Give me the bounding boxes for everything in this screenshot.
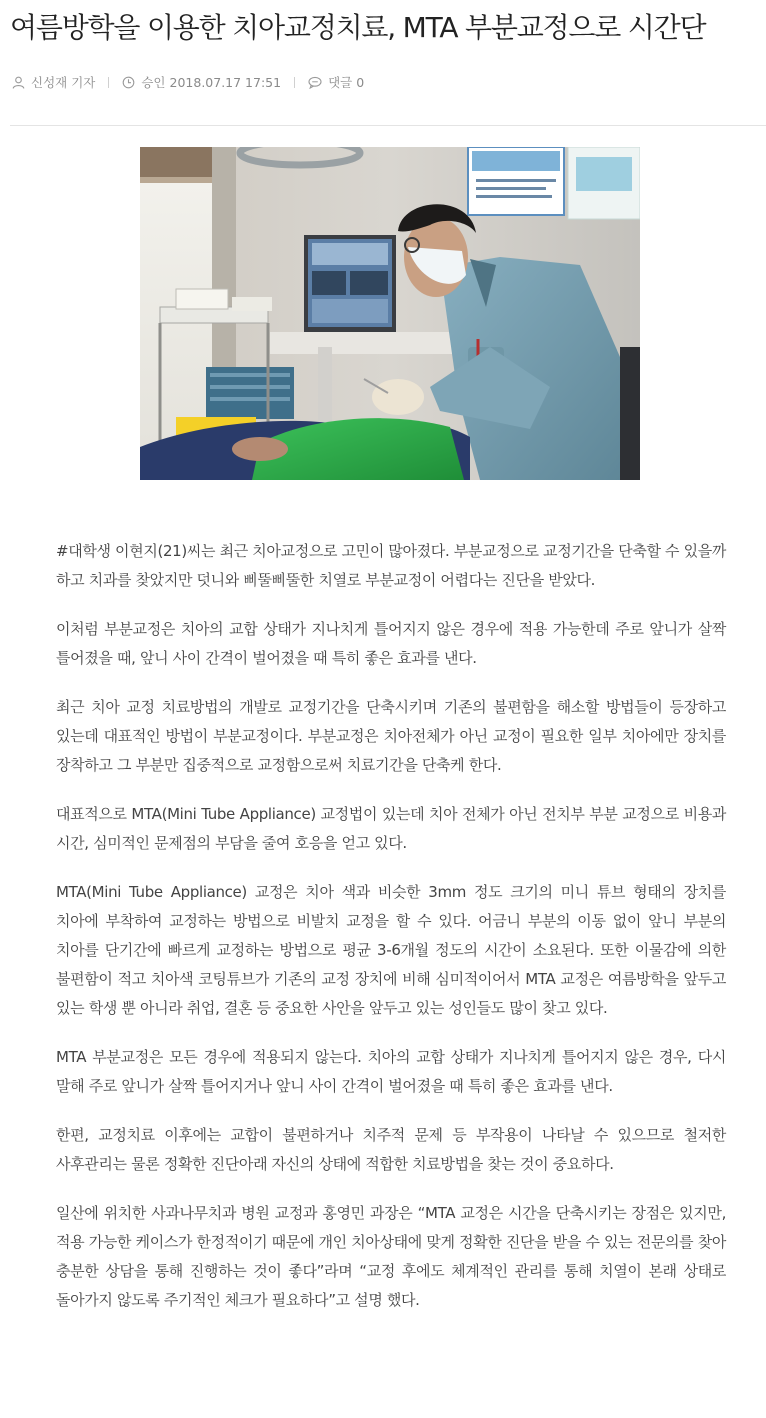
comments-label: 댓글 bbox=[328, 75, 353, 90]
article-paragraph: MTA(Mini Tube Appliance) 교정은 치아 색과 비슷한 3mm 정도 크기의 미니 튜브 형태의 장치를 치아에 부착하여 교정하는 방법으로 비발치 교정을 할 수 있다. 어금니 부분의 이동 없이 앞니 부분의 치아를 단기간에 빠르게 교정하는 방법으로 평균 3-6개월 정도의 시간이 소요된다. 또한 이물감에 의한 불편함이 적고 치아색 코팅튜브가 기존의 교정 장치에 비해 심미적이어서 MTA 교정은 여름방학을 앞두고 있는 학생 뿐 아니라 취업, 결혼 등 중요한 사안을 앞두고 있는 성인들도 많이 찾고 있다. bbox=[56, 883, 726, 1017]
author-info[interactable] bbox=[12, 73, 95, 91]
article-body bbox=[56, 537, 726, 1335]
approved-datetime: 2018.07.17 17:51 bbox=[169, 74, 282, 90]
article-paragraph: 최근 치아 교정 치료방법의 개발로 교정기간을 단축시키며 기존의 불편함을 해소할 방법들이 등장하고 있는데 대표적인 방법이 부분교정이다. 부분교정은 치아전체가 아닌 교정이 필요한 일부 치아에만 장치를 장착하고 그 부분만 집중적으로 교정함으로써 치료기간을 단축케 한다. bbox=[56, 698, 726, 774]
approved-label: 승인 bbox=[141, 75, 166, 90]
clock-icon bbox=[122, 76, 135, 89]
article-paragraph: 일산에 위치한 사과나무치과 병원 교정과 홍영민 과장은 “MTA 교정은 시간을 단축시키는 장점은 있지만, 적용 가능한 케이스가 한정적이기 때문에 개인 치아상태에 맞게 정확한 진단을 받을 수 있는 전문의를 찾아 충분한 상담을 통해 진행하는 것이 좋다”라며 “교정 후에도 체계적인 관리를 통해 치열이 본래 상태로 돌아가지 않도록 주기적인 체크가 필요하다”고 설명 했다. bbox=[56, 1204, 726, 1309]
meta-separator bbox=[108, 77, 109, 88]
article-paragraph: MTA 부분교정은 모든 경우에 적용되지 않는다. 치아의 교합 상태가 지나치게 틀어지지 않은 경우, 다시 말해 주로 앞니가 살짝 틀어지거나 앞니 사이 간격이 벌어졌을 때 특히 좋은 효과를 낸다. bbox=[56, 1048, 726, 1095]
comments-count: 0 bbox=[356, 74, 365, 90]
author-name: 신성재 기자 bbox=[31, 75, 96, 90]
comments-link[interactable] bbox=[308, 73, 364, 91]
header-divider bbox=[10, 125, 766, 126]
article-paragraph: 한편, 교정치료 이후에는 교합이 불편하거나 치주적 문제 등 부작용이 나타날 수 있으므로 철저한 사후관리는 물론 정확한 진단아래 자신의 상태에 적합한 치료방법을 찾는 것이 중요하다. bbox=[56, 1126, 726, 1173]
article-meta bbox=[12, 72, 364, 92]
article-paragraph: #대학생 이현지(21)씨는 최근 치아교정으로 고민이 많아졌다. 부분교정으로 교정기간을 단축할 수 있을까 하고 치과를 찾았지만 덧니와 삐뚤삐뚤한 치열로 부분교정이 어렵다는 진단을 받았다. bbox=[56, 542, 726, 589]
article-paragraph: 이처럼 부분교정은 치아의 교합 상태가 지나치게 틀어지지 않은 경우에 적용 가능한데 주로 앞니가 살짝 틀어졌을 때, 앞니 사이 간격이 벌어졌을 때 특히 좋은 효과를 낸다. bbox=[56, 620, 726, 667]
speech-bubble-icon bbox=[308, 76, 322, 89]
meta-separator bbox=[294, 77, 295, 88]
article-headline: 여름방학을 이용한 치아교정치료, MTA 부분교정으로 시간단 bbox=[10, 11, 706, 44]
article-paragraph: 대표적으로 MTA(Mini Tube Appliance) 교정법이 있는데 치아 전체가 아닌 전치부 부분 교정으로 비용과 시간, 심미적인 문제점의 부담을 줄여 호응을 얻고 있다. bbox=[56, 805, 726, 852]
person-icon bbox=[12, 76, 25, 89]
article-photo bbox=[140, 147, 640, 480]
dental-treatment-photo-icon bbox=[140, 147, 640, 480]
approved-info bbox=[122, 73, 281, 91]
